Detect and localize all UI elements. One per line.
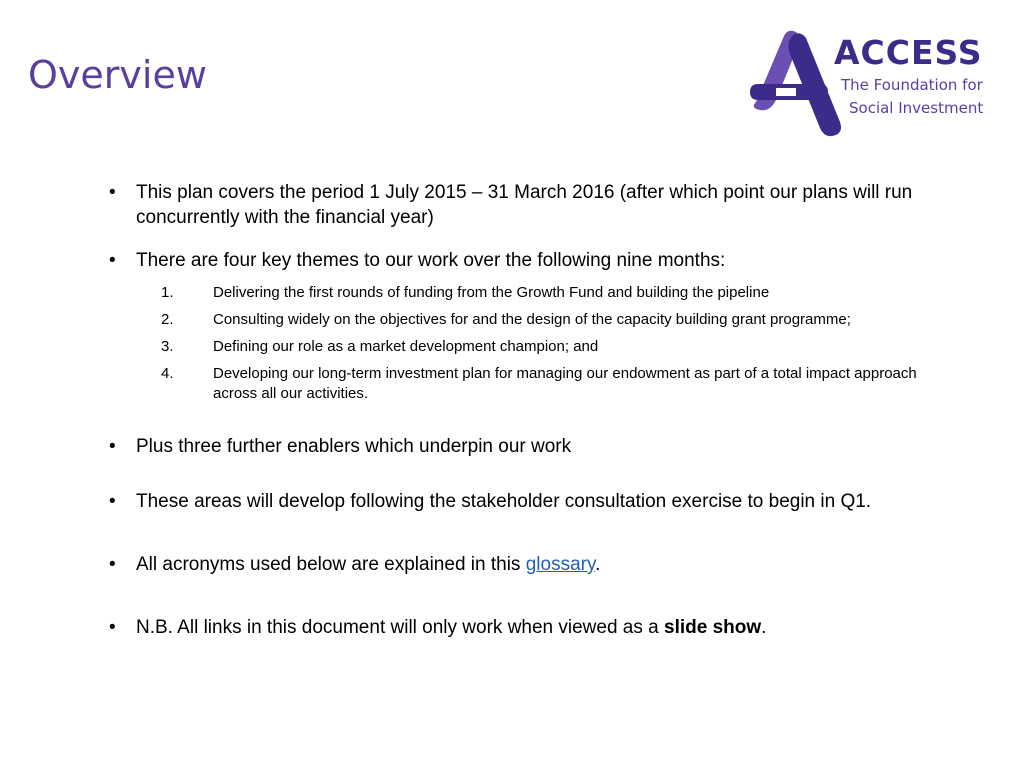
list-item [108,364,918,404]
list-item [108,283,918,303]
list-item-text: Consulting widely on the objectives for and the design of the capacity building grant programme; [213,311,851,328]
access-logo [736,22,1006,142]
list-item-text: Delivering the first rounds of funding from the Growth Fund and building the pipeline [213,284,770,301]
bullet-links-note [108,615,918,640]
bullet-consultation: • These areas will develop following the stakeholder consultation exercise to begin in Q1. [108,489,918,514]
bullet-acronyms [108,552,918,577]
logo-tagline-line2: Social Investment [849,99,984,117]
acronyms-period: . [595,554,601,575]
themes-list [108,283,918,404]
list-item-text: Developing our long-term investment plan for managing our endowment as part of a total impact approach across all our activities. [213,365,917,402]
list-item [108,337,918,357]
glossary-link[interactable]: glossary [525,554,596,575]
bullet-plan-period: • This plan covers the period 1 July 2015 – 31 March 2016 (after which point our plans will run concurrently with the financial year) [108,180,918,230]
list-item-text: Defining our role as a market development champion; and [213,338,599,355]
bullet-enablers: • Plus three further enablers which underpin our work [108,434,918,459]
list-item-number: 1. [161,284,174,301]
bullet-key-themes: • There are four key themes to our work over the following nine months: [108,248,918,273]
links-note-text: N.B. All links in this document will only work when viewed as a [136,617,665,638]
logo-wordmark: ACCESS [834,33,983,72]
slide-show-emphasis: slide show [664,617,762,638]
list-item-number: 2. [161,311,174,328]
list-item-number: 3. [161,338,174,355]
slide-body [108,180,918,640]
list-item-number: 4. [161,365,174,382]
slide-title: Overview [28,53,207,97]
acronyms-text: All acronyms used below are explained in this [136,554,526,575]
list-item [108,310,918,330]
logo-tagline-line1: The Foundation for [841,76,983,94]
links-note-period: . [761,617,767,638]
